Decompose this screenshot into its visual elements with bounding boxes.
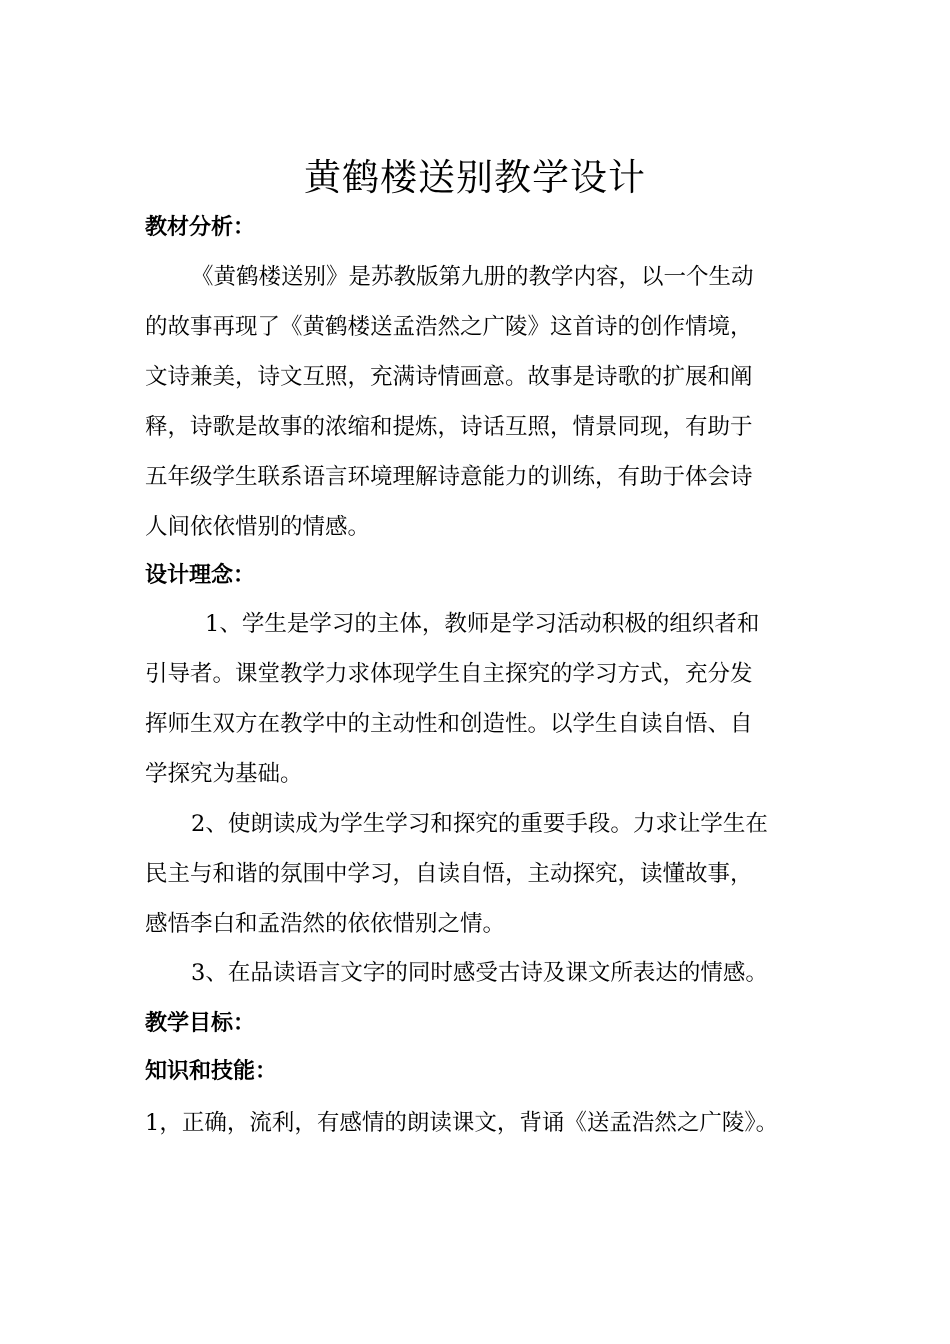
paragraph-concept-item-3 [145, 948, 815, 998]
text-line: 挥师生双方在教学中的主动性和创造性。以学生自读自悟、自 [145, 711, 753, 737]
text-line: 《黄鹤楼送别》是苏教版第九册的教学内容，以一个生动 [191, 264, 754, 290]
text-line: 1、学生是学习的主体，教师是学习活动积极的组织者和 [205, 611, 760, 637]
text-line: 文诗兼美，诗文互照，充满诗情画意。故事是诗歌的扩展和阐 [145, 364, 753, 390]
text-line: 的故事再现了《黄鹤楼送孟浩然之广陵》这首诗的创作情境， [145, 314, 753, 340]
text-line: 学探究为基础。 [145, 761, 303, 787]
paragraph-concept-item-1 [145, 599, 815, 799]
text-line: 民主与和谐的氛围中学习，自读自悟，主动探究，读懂故事， [145, 861, 753, 887]
paragraph-material-analysis [145, 252, 815, 552]
heading-knowledge-skills: 知识和技能： [145, 1059, 278, 1084]
heading-design-concept: 设计理念： [145, 563, 256, 588]
paragraph-knowledge-item-1 [145, 1098, 835, 1148]
text-line: 感悟李白和孟浩然的依依惜别之情。 [145, 911, 506, 937]
text-line: 人间依依惜别的情感。 [145, 514, 371, 540]
text-line: 3、在品读语言文字的同时感受古诗及课文所表达的情感。 [191, 960, 768, 986]
text-line: 2、使朗读成为学生学习和探究的重要手段。力求让学生在 [191, 811, 768, 837]
document-title: 黄鹤楼送别教学设计 [304, 156, 646, 199]
text-line: 五年级学生联系语言环境理解诗意能力的训练，有助于体会诗 [145, 464, 753, 490]
text-line: 释，诗歌是故事的浓缩和提炼，诗话互照，情景同现，有助于 [145, 414, 753, 440]
text-line: 引导者。课堂教学力求体现学生自主探究的学习方式，充分发 [145, 661, 753, 687]
paragraph-concept-item-2 [145, 799, 815, 949]
heading-material-analysis: 教材分析： [145, 215, 256, 240]
text-line: 1，正确，流利，有感情的朗读课文，背诵《送孟浩然之广陵》。 [145, 1110, 779, 1136]
heading-teaching-goals: 教学目标： [145, 1011, 256, 1036]
